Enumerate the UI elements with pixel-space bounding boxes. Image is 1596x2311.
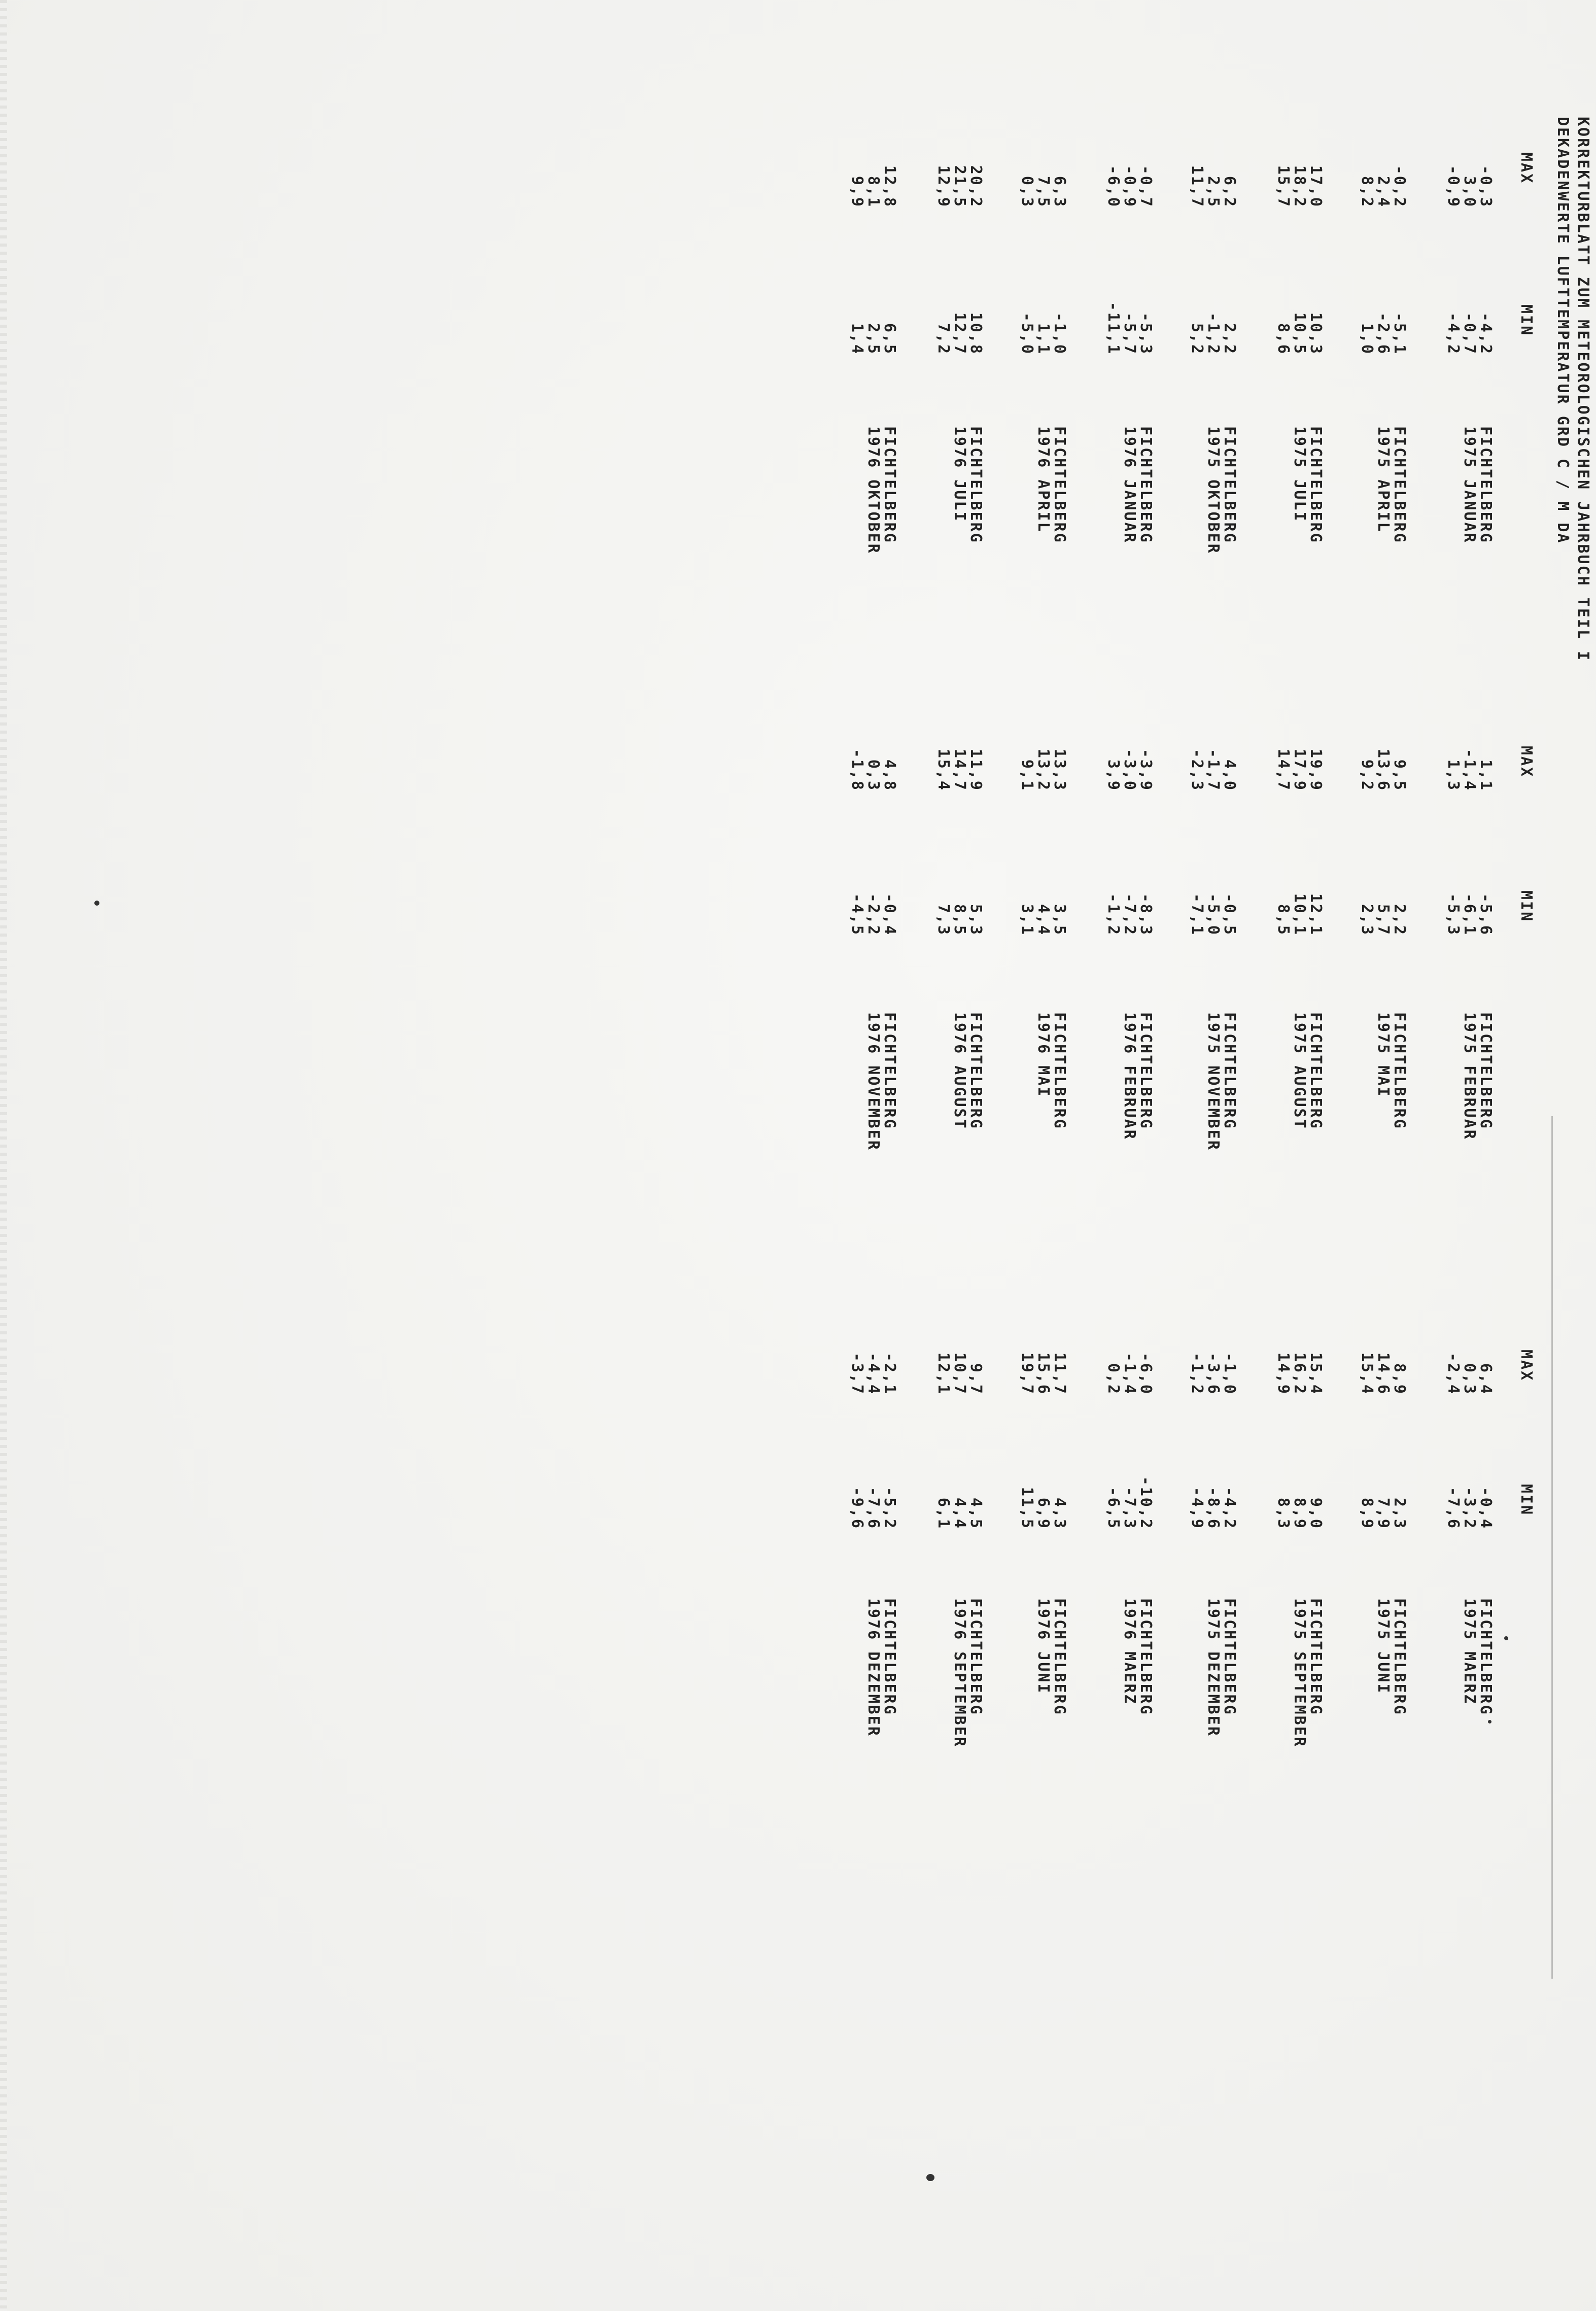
cell-min-1: 10,8 xyxy=(967,312,985,355)
cell-min-2: 7,3 xyxy=(934,904,952,936)
cell-max-2: 17,9 xyxy=(1291,748,1308,791)
cell-min-2: -4,5 xyxy=(848,893,866,936)
cell-min-2: -5,3 xyxy=(1444,893,1462,936)
cell-min-2: 12,1 xyxy=(1307,893,1325,936)
cell-max-1: 7,5 xyxy=(1034,176,1052,208)
cell-max-2: 9,2 xyxy=(1358,759,1376,791)
cell-min-3: -4,9 xyxy=(1188,1487,1206,1530)
cell-min-2: 4,4 xyxy=(1034,904,1052,936)
cell-min-2: 5,3 xyxy=(967,904,985,936)
cell-station-1: FICHTELBERG xyxy=(1391,426,1408,544)
cell-max-1: 3,0 xyxy=(1461,176,1478,208)
cell-max-3: 14,9 xyxy=(1274,1352,1292,1395)
header-max-3: MAX xyxy=(1517,1350,1535,1382)
cell-min-1: -1,0 xyxy=(1051,312,1068,355)
cell-max-3: 15,4 xyxy=(1307,1352,1325,1395)
page-subtitle: DEKADENWERTE LUFTTEMPERATUR GRD C / M DA xyxy=(1554,117,1572,544)
cell-max-3: 0,3 xyxy=(1461,1363,1478,1395)
cell-min-1: -1,2 xyxy=(1204,312,1222,355)
cell-station-1: 1976 JANUAR xyxy=(1121,426,1138,544)
cell-max-1: -0,7 xyxy=(1137,165,1155,208)
cell-min-1: 1,1 xyxy=(1034,323,1052,355)
cell-min-1: 2,2 xyxy=(1221,323,1238,355)
cell-max-3: 11,7 xyxy=(1051,1352,1068,1395)
cell-station-1: FICHTELBERG xyxy=(1221,426,1238,544)
cell-min-1: 10,3 xyxy=(1307,312,1325,355)
cell-max-2: -1,7 xyxy=(1204,748,1222,791)
cell-station-2: FICHTELBERG xyxy=(1307,1012,1325,1130)
table-row xyxy=(1186,0,1206,2311)
cell-max-3: 6,4 xyxy=(1477,1363,1495,1395)
cell-max-2: 11,9 xyxy=(967,748,985,791)
cell-min-1: -5,7 xyxy=(1121,312,1138,355)
cell-max-3: -2,4 xyxy=(1444,1352,1462,1395)
cell-max-3: 9,7 xyxy=(967,1363,985,1395)
cell-max-1: 20,2 xyxy=(967,165,985,208)
cell-station-3: 1975 SEPTEMBER xyxy=(1291,1598,1308,1748)
cell-max-3: 0,2 xyxy=(1104,1363,1122,1395)
cell-min-1: -0,7 xyxy=(1461,312,1478,355)
cell-station-1: FICHTELBERG xyxy=(1477,426,1495,544)
cell-min-3: 8,9 xyxy=(1291,1497,1308,1530)
cell-min-2: -1,2 xyxy=(1104,893,1122,936)
header-min-2: MIN xyxy=(1517,890,1535,923)
cell-max-3: -1,2 xyxy=(1188,1352,1206,1395)
cell-max-3: 14,6 xyxy=(1374,1352,1392,1395)
cell-max-1: 8,1 xyxy=(864,176,882,208)
cell-min-3: 9,0 xyxy=(1307,1497,1325,1530)
cell-max-2: -1,8 xyxy=(848,748,866,791)
cell-max-2: 0,3 xyxy=(864,759,882,791)
cell-max-2: -3,9 xyxy=(1137,748,1155,791)
cell-min-2: 5,7 xyxy=(1374,904,1392,936)
cell-min-3: -5,2 xyxy=(881,1487,898,1530)
header-min-3: MIN xyxy=(1517,1484,1535,1516)
cell-max-2: 1,1 xyxy=(1477,759,1495,791)
cell-max-2: -1,4 xyxy=(1461,748,1478,791)
cell-max-3: -2,1 xyxy=(881,1352,898,1395)
cell-max-2: -3,0 xyxy=(1121,748,1138,791)
cell-min-1: 1,0 xyxy=(1358,323,1376,355)
cell-station-1: 1975 APRIL xyxy=(1374,426,1392,533)
table-row xyxy=(846,0,866,2311)
cell-max-1: 11,7 xyxy=(1188,165,1206,208)
cell-min-2: -8,3 xyxy=(1137,893,1155,936)
cell-station-1: FICHTELBERG xyxy=(967,426,985,544)
cell-max-1: 21,5 xyxy=(951,165,968,208)
cell-min-1: -4,2 xyxy=(1477,312,1495,355)
cell-station-1: FICHTELBERG xyxy=(1307,426,1325,544)
cell-station-1: 1976 OKTOBER xyxy=(864,426,882,555)
cell-min-3: 7,9 xyxy=(1374,1497,1392,1530)
cell-max-2: 13,6 xyxy=(1374,748,1392,791)
cell-max-3: -3,7 xyxy=(848,1352,866,1395)
table-row xyxy=(1272,0,1292,2311)
cell-station-2: FICHTELBERG xyxy=(1221,1012,1238,1130)
cell-max-3: -1,4 xyxy=(1121,1352,1138,1395)
cell-max-1: 9,9 xyxy=(848,176,866,208)
cell-min-2: 10,1 xyxy=(1291,893,1308,936)
cell-min-3: 6,1 xyxy=(934,1497,952,1530)
cell-station-2: FICHTELBERG xyxy=(881,1012,898,1130)
cell-min-3: 6,9 xyxy=(1034,1497,1052,1530)
cell-max-3: -6,0 xyxy=(1137,1352,1155,1395)
cell-min-3: -3,2 xyxy=(1461,1487,1478,1530)
cell-max-3: 10,7 xyxy=(951,1352,968,1395)
cell-station-3: 1976 DEZEMBER xyxy=(864,1598,882,1737)
cell-max-1: 0,3 xyxy=(1018,176,1036,208)
cell-min-1: 5,2 xyxy=(1188,323,1206,355)
cell-min-3: -4,2 xyxy=(1221,1487,1238,1530)
table-row xyxy=(1356,0,1376,2311)
cell-station-3: 1975 DEZEMBER xyxy=(1204,1598,1222,1737)
cell-max-3: 15,4 xyxy=(1358,1352,1376,1395)
cell-station-2: 1975 NOVEMBER xyxy=(1204,1012,1222,1151)
cell-station-1: 1975 OKTOBER xyxy=(1204,426,1222,555)
cell-station-1: 1975 JANUAR xyxy=(1461,426,1478,544)
cell-station-3: FICHTELBERG xyxy=(1477,1598,1495,1716)
cell-station-1: 1976 JULI xyxy=(951,426,968,523)
cell-station-2: FICHTELBERG xyxy=(1137,1012,1155,1130)
cell-max-2: 4,0 xyxy=(1221,759,1238,791)
header-max-1: MAX xyxy=(1517,152,1535,185)
cell-max-1: -0,9 xyxy=(1444,165,1462,208)
cell-max-1: -0,2 xyxy=(1391,165,1408,208)
cell-station-1: 1976 APRIL xyxy=(1034,426,1052,533)
cell-max-2: 14,7 xyxy=(951,748,968,791)
cell-max-3: -4,4 xyxy=(864,1352,882,1395)
cell-station-3: 1976 MAERZ xyxy=(1121,1598,1138,1705)
cell-station-3: FICHTELBERG xyxy=(1307,1598,1325,1716)
cell-station-2: FICHTELBERG xyxy=(1051,1012,1068,1130)
cell-station-1: FICHTELBERG xyxy=(1051,426,1068,544)
cell-min-1: -5,1 xyxy=(1391,312,1408,355)
cell-min-3: -9,6 xyxy=(848,1487,866,1530)
cell-min-1: 10,5 xyxy=(1291,312,1308,355)
cell-min-2: 8,5 xyxy=(1274,904,1292,936)
cell-station-3: FICHTELBERG xyxy=(881,1598,898,1716)
cell-min-2: -2,2 xyxy=(864,893,882,936)
cell-max-1: -0,9 xyxy=(1121,165,1138,208)
cell-station-3: FICHTELBERG xyxy=(1391,1598,1408,1716)
cell-station-2: 1976 AUGUST xyxy=(951,1012,968,1130)
cell-min-1: 1,4 xyxy=(848,323,866,355)
cell-min-3: -6,5 xyxy=(1104,1487,1122,1530)
cell-max-2: 15,4 xyxy=(934,748,952,791)
table-row xyxy=(1102,0,1122,2311)
cell-max-3: 15,6 xyxy=(1034,1352,1052,1395)
cell-station-1: 1975 JULI xyxy=(1291,426,1308,523)
cell-max-1: 8,2 xyxy=(1358,176,1376,208)
cell-min-2: 2,2 xyxy=(1391,904,1408,936)
cell-max-1: 2,5 xyxy=(1204,176,1222,208)
cell-station-3: 1975 MAERZ xyxy=(1461,1598,1478,1705)
cell-max-3: 16,2 xyxy=(1291,1352,1308,1395)
cell-min-2: 2,3 xyxy=(1358,904,1376,936)
cell-min-3: 4,5 xyxy=(967,1497,985,1530)
cell-max-2: 13,3 xyxy=(1051,748,1068,791)
cell-station-3: FICHTELBERG xyxy=(1221,1598,1238,1716)
cell-min-1: -4,2 xyxy=(1444,312,1462,355)
cell-min-3: -10,2 xyxy=(1137,1476,1155,1530)
cell-max-1: 6,3 xyxy=(1051,176,1068,208)
cell-station-2: 1976 MAI xyxy=(1034,1012,1052,1098)
cell-min-2: 3,1 xyxy=(1018,904,1036,936)
cell-max-2: 9,1 xyxy=(1018,759,1036,791)
cell-max-1: -6,0 xyxy=(1104,165,1122,208)
cell-min-2: -5,6 xyxy=(1477,893,1495,936)
cell-min-3: 4,3 xyxy=(1051,1497,1068,1530)
cell-max-2: 1,3 xyxy=(1444,759,1462,791)
cell-station-3: 1976 SEPTEMBER xyxy=(951,1598,968,1748)
cell-min-3: 4,4 xyxy=(951,1497,968,1530)
cell-min-2: -5,0 xyxy=(1204,893,1222,936)
cell-min-3: 8,9 xyxy=(1358,1497,1376,1530)
cell-max-2: 14,7 xyxy=(1274,748,1292,791)
cell-min-2: 8,5 xyxy=(951,904,968,936)
cell-max-2: 9,5 xyxy=(1391,759,1408,791)
cell-station-2: FICHTELBERG xyxy=(1391,1012,1408,1130)
cell-min-1: -11,1 xyxy=(1104,301,1122,355)
cell-max-2: 3,9 xyxy=(1104,759,1122,791)
cell-min-1: 6,5 xyxy=(881,323,898,355)
cell-max-1: 2,4 xyxy=(1374,176,1392,208)
page-title: KORREKTURBLATT ZUM METEOROLOGISCHEN JAHRBUCH TEIL I xyxy=(1574,117,1592,662)
cell-min-1: 12,7 xyxy=(951,312,968,355)
cell-min-2: -0,5 xyxy=(1221,893,1238,936)
table-row xyxy=(1016,0,1036,2311)
cell-min-2: 3,5 xyxy=(1051,904,1068,936)
cell-station-1: FICHTELBERG xyxy=(1137,426,1155,544)
cell-min-1: 2,5 xyxy=(864,323,882,355)
cell-max-1: 12,9 xyxy=(934,165,952,208)
cell-max-1: 6,2 xyxy=(1221,176,1238,208)
cell-max-2: -2,3 xyxy=(1188,748,1206,791)
cell-min-1: -2,6 xyxy=(1374,312,1392,355)
cell-min-2: -7,2 xyxy=(1121,893,1138,936)
cell-station-2: 1975 MAI xyxy=(1374,1012,1392,1098)
cell-max-2: 4,8 xyxy=(881,759,898,791)
cell-min-1: 7,2 xyxy=(934,323,952,355)
cell-min-1: -5,0 xyxy=(1018,312,1036,355)
cell-max-3: 8,9 xyxy=(1391,1363,1408,1395)
cell-station-2: FICHTELBERG xyxy=(967,1012,985,1130)
cell-max-3: -3,6 xyxy=(1204,1352,1222,1395)
cell-station-2: 1975 FEBRUAR xyxy=(1461,1012,1478,1141)
cell-min-3: 2,3 xyxy=(1391,1497,1408,1530)
cell-max-2: 13,2 xyxy=(1034,748,1052,791)
cell-station-2: 1975 AUGUST xyxy=(1291,1012,1308,1130)
cell-min-3: -0,4 xyxy=(1477,1487,1495,1530)
cell-max-3: 19,7 xyxy=(1018,1352,1036,1395)
cell-station-3: FICHTELBERG xyxy=(1051,1598,1068,1716)
cell-station-2: 1976 FEBRUAR xyxy=(1121,1012,1138,1141)
cell-max-1: 17,0 xyxy=(1307,165,1325,208)
cell-min-3: -8,6 xyxy=(1204,1487,1222,1530)
cell-max-3: -1,0 xyxy=(1221,1352,1238,1395)
cell-min-1: 8,6 xyxy=(1274,323,1292,355)
header-min-1: MIN xyxy=(1517,304,1535,337)
cell-station-3: 1976 JUNI xyxy=(1034,1598,1052,1695)
cell-max-3: 12,1 xyxy=(934,1352,952,1395)
cell-min-2: -7,1 xyxy=(1188,893,1206,936)
cell-station-1: FICHTELBERG xyxy=(881,426,898,544)
cell-min-3: 11,5 xyxy=(1018,1487,1036,1530)
cell-max-2: 19,9 xyxy=(1307,748,1325,791)
cell-max-1: 12,8 xyxy=(881,165,898,208)
cell-min-1: -5,3 xyxy=(1137,312,1155,355)
cell-station-2: FICHTELBERG xyxy=(1477,1012,1495,1130)
table-row xyxy=(1442,0,1462,2311)
cell-min-2: -6,1 xyxy=(1461,893,1478,936)
cell-min-3: 8,3 xyxy=(1274,1497,1292,1530)
cell-station-2: 1976 NOVEMBER xyxy=(864,1012,882,1151)
cell-min-3: -7,6 xyxy=(1444,1487,1462,1530)
cell-max-1: 18,2 xyxy=(1291,165,1308,208)
cell-min-3: -7,3 xyxy=(1121,1487,1138,1530)
cell-max-1: 15,7 xyxy=(1274,165,1292,208)
cell-max-1: -0,3 xyxy=(1477,165,1495,208)
cell-station-3: FICHTELBERG xyxy=(967,1598,985,1716)
cell-station-3: 1975 JUNI xyxy=(1374,1598,1392,1695)
cell-min-2: -0,4 xyxy=(881,893,898,936)
cell-station-3: FICHTELBERG xyxy=(1137,1598,1155,1716)
table-row xyxy=(932,0,952,2311)
header-max-2: MAX xyxy=(1517,746,1535,778)
cell-min-3: -7,6 xyxy=(864,1487,882,1530)
